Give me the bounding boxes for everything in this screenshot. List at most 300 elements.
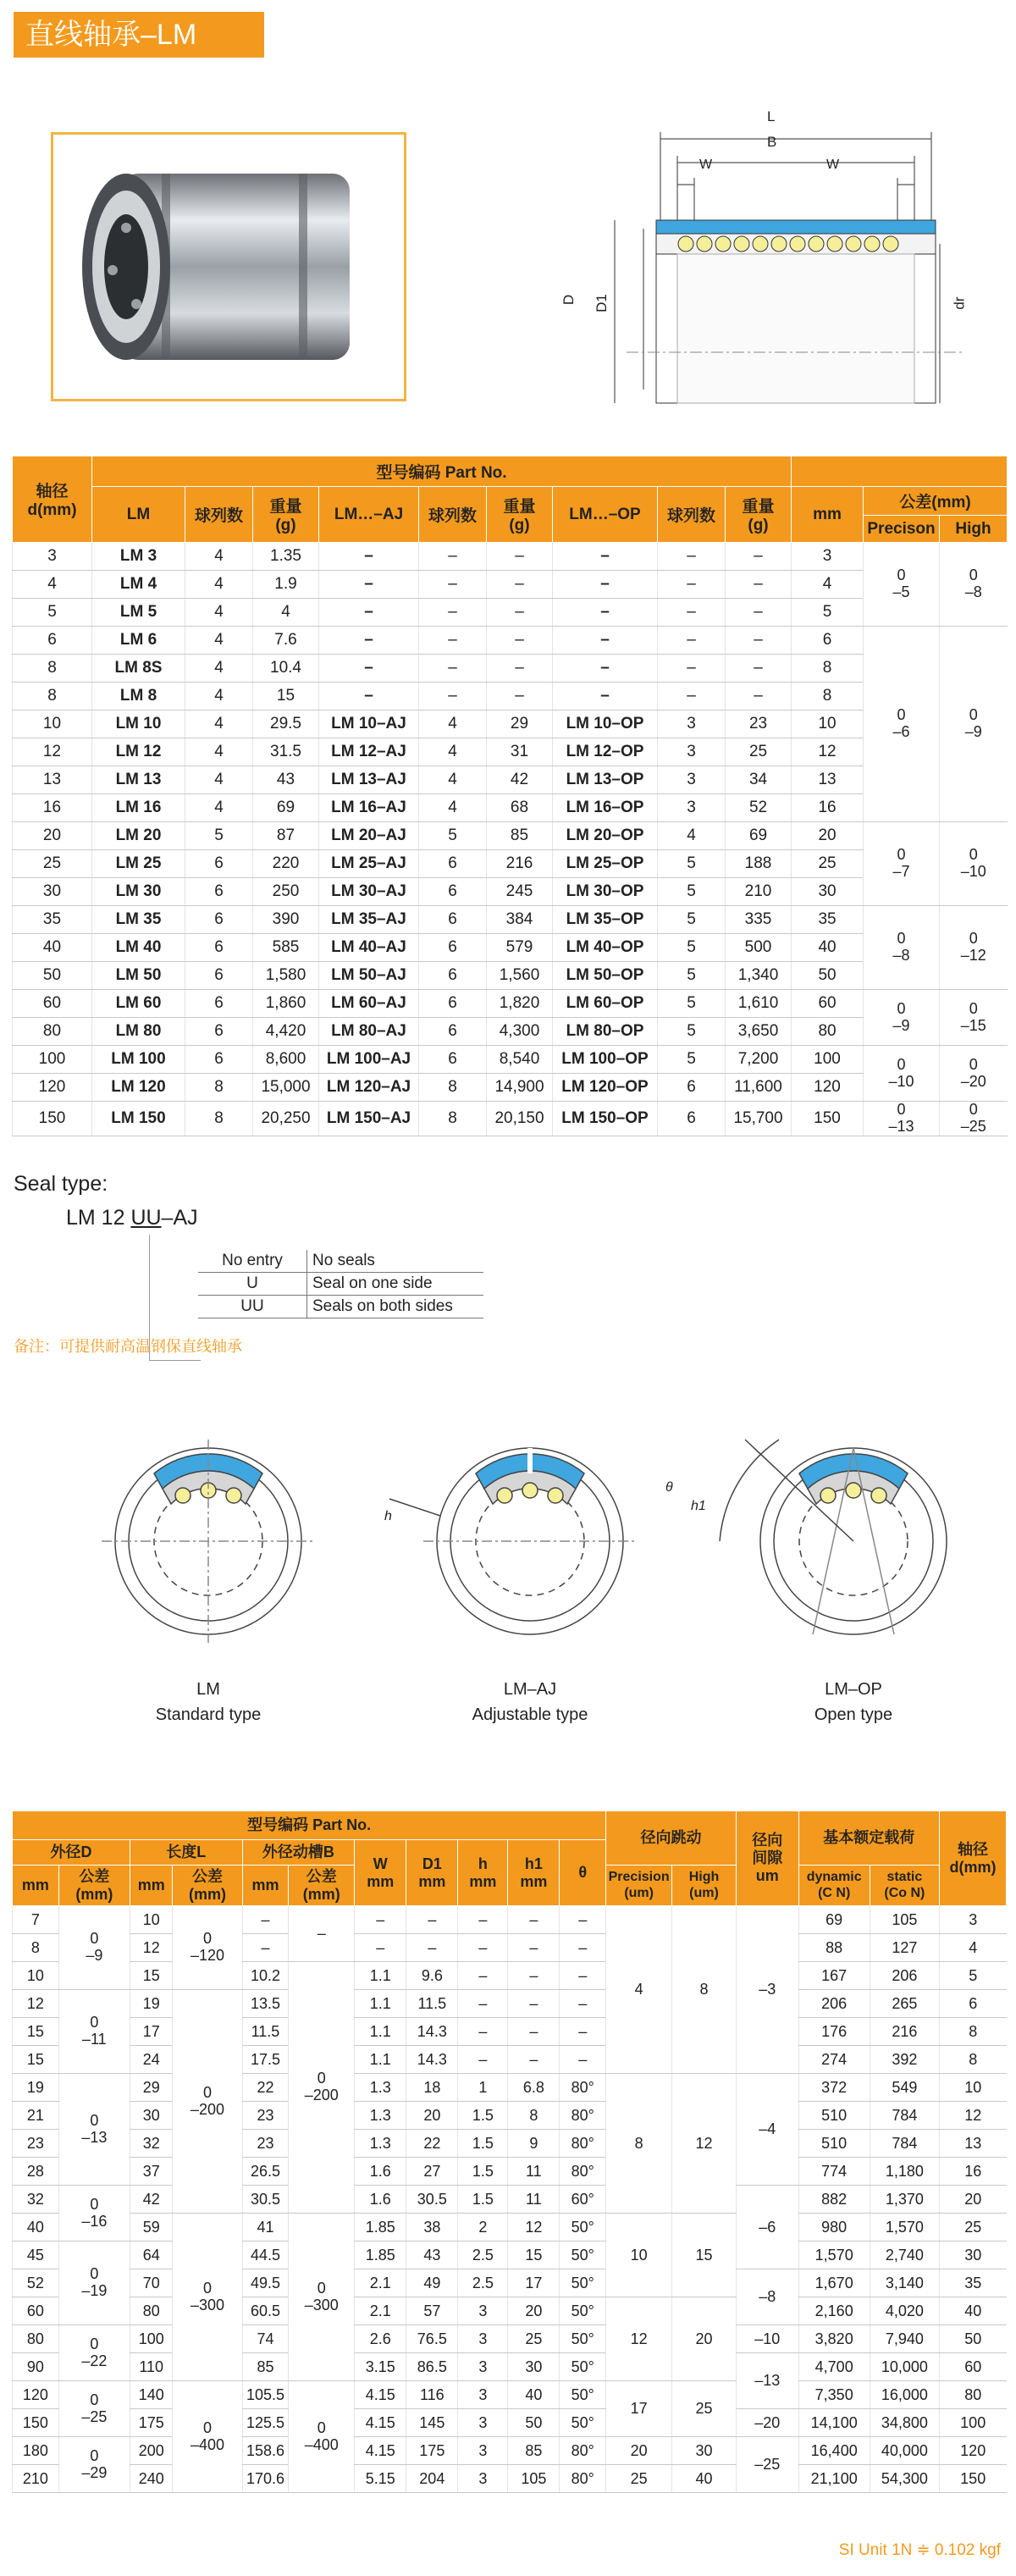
table-cell: LM 12–OP xyxy=(553,738,658,766)
table-row xyxy=(13,990,1008,1018)
table-row xyxy=(13,2269,1007,2297)
theta: – xyxy=(560,1962,606,1990)
h-mm: 3 xyxy=(458,2353,508,2381)
table-cell: 1,610 xyxy=(726,990,792,1018)
table-row xyxy=(13,878,1008,906)
h-mm: 3 xyxy=(458,2325,508,2353)
table-row xyxy=(13,2353,1007,2381)
d1-mm: 11.5 xyxy=(406,1990,458,2018)
theta: 50° xyxy=(560,2353,606,2381)
table-cell: 150 xyxy=(13,1102,92,1136)
t2-header-static: static (Co N) xyxy=(870,1866,939,1906)
tolerance-precision: 0 –5 xyxy=(864,543,940,627)
static-load: 127 xyxy=(870,1934,939,1962)
od-mm: 10 xyxy=(13,1962,59,1990)
h1-mm: – xyxy=(508,1906,560,1934)
length-mm: 140 xyxy=(130,2381,173,2409)
table-cell: 5 xyxy=(658,934,726,962)
table-cell: 1,820 xyxy=(487,990,553,1018)
table-cell: – xyxy=(553,627,658,655)
table-cell: – xyxy=(419,599,487,627)
table-cell: 8,600 xyxy=(253,1046,319,1074)
t2-header-groove: 外径动槽B xyxy=(242,1840,355,1866)
groove-mm: 41 xyxy=(242,2214,289,2242)
table-cell: – xyxy=(319,627,419,655)
table-cell: 4 xyxy=(419,794,487,822)
length-tolerance: 0 –400 xyxy=(173,2381,242,2493)
table-cell: 10.4 xyxy=(253,655,319,683)
table-cell: – xyxy=(319,571,419,599)
radial-clearance: –8 xyxy=(736,2269,798,2325)
table-row xyxy=(13,934,1008,962)
dynamic-load: 7,350 xyxy=(798,2381,870,2409)
h1-mm: 30 xyxy=(508,2353,560,2381)
table-cell: – xyxy=(319,543,419,571)
groove-mm: 17.5 xyxy=(242,2046,289,2074)
h1-mm: – xyxy=(508,2018,560,2046)
h-mm: – xyxy=(458,1962,508,1990)
table-cell: LM 120 xyxy=(92,1074,185,1102)
seal-row xyxy=(198,1250,483,1273)
w-mm: 1.1 xyxy=(355,2018,406,2046)
header-high: High xyxy=(940,516,1008,543)
static-load: 16,000 xyxy=(870,2381,939,2409)
dim-label-D: D xyxy=(560,294,577,306)
seal-code-suffix: –AJ xyxy=(161,1206,198,1230)
dynamic-load: 2,160 xyxy=(798,2297,870,2325)
dynamic-load: 16,400 xyxy=(798,2437,870,2465)
w-mm: 1.1 xyxy=(355,1990,406,2018)
radial-clearance: –20 xyxy=(736,2409,798,2437)
table-cell: 216 xyxy=(487,850,553,878)
h1-mm: 6.8 xyxy=(508,2074,560,2102)
table-cell: 7,200 xyxy=(726,1046,792,1074)
table-cell: 5 xyxy=(658,906,726,934)
diagram-lm-aj xyxy=(403,1677,657,1727)
table-cell: LM 80–OP xyxy=(553,1018,658,1046)
table-cell: 8 xyxy=(13,655,92,683)
table-row xyxy=(13,599,1008,627)
table-cell: LM 40–AJ xyxy=(319,934,419,962)
h-mm: 1.5 xyxy=(458,2158,508,2186)
runout-precision: 12 xyxy=(606,2297,672,2381)
h1-mm: 40 xyxy=(508,2381,560,2409)
table-cell: – xyxy=(319,683,419,710)
table-cell: 69 xyxy=(726,822,792,850)
table-row xyxy=(13,543,1008,571)
table-cell: 11,600 xyxy=(726,1074,792,1102)
seal-row xyxy=(198,1273,483,1296)
table-cell: 6 xyxy=(419,962,487,990)
groove-mm: 23 xyxy=(242,2102,289,2130)
t2-header-theta: θ xyxy=(560,1840,606,1906)
table-cell: – xyxy=(319,599,419,627)
w-mm: 2.1 xyxy=(355,2297,406,2325)
header-balls-2: 球列数 xyxy=(419,487,487,543)
od-tolerance: 0 –16 xyxy=(58,2186,130,2242)
table-cell: LM 120–OP xyxy=(553,1074,658,1102)
table-cell: 50 xyxy=(792,962,864,990)
table-cell: 120 xyxy=(792,1074,864,1102)
static-load: 206 xyxy=(870,1962,939,1990)
dynamic-load: 1,570 xyxy=(798,2242,870,2269)
table-cell: LM 30 xyxy=(92,878,185,906)
groove-tolerance: 0 –300 xyxy=(289,2214,355,2381)
h-mm: 3 xyxy=(458,2409,508,2437)
dynamic-load: 510 xyxy=(798,2102,870,2130)
table-cell: – xyxy=(487,683,553,710)
t2-header-length: 长度L xyxy=(130,1840,242,1866)
seal-code: UU xyxy=(198,1296,307,1318)
groove-mm: – xyxy=(242,1906,289,1934)
h1-mm: 11 xyxy=(508,2158,560,2186)
table-row xyxy=(13,2242,1007,2269)
table-cell: 8 xyxy=(185,1102,253,1136)
table-cell: 69 xyxy=(253,794,319,822)
table-row xyxy=(13,2158,1007,2186)
table-cell: 1,340 xyxy=(726,962,792,990)
h-mm: 2.5 xyxy=(458,2269,508,2297)
length-mm: 240 xyxy=(130,2465,173,2493)
tolerance-precision: 0 –10 xyxy=(864,1046,940,1102)
table-cell: 15,700 xyxy=(726,1102,792,1136)
theta: – xyxy=(560,2018,606,2046)
h1-mm: – xyxy=(508,1962,560,1990)
bore-mm: 30 xyxy=(939,2242,1006,2269)
bore-mm: 8 xyxy=(939,2018,1006,2046)
bore-mm: 40 xyxy=(939,2297,1006,2325)
t2-header-dynamic: dynamic (C N) xyxy=(798,1866,870,1906)
od-mm: 60 xyxy=(13,2297,59,2325)
header-precision: Precison xyxy=(864,516,940,543)
groove-tolerance: – xyxy=(289,1906,355,1962)
bore-mm: 80 xyxy=(939,2381,1006,2409)
table-cell: LM 3 xyxy=(92,543,185,571)
h1-mm: 11 xyxy=(508,2186,560,2214)
theta: 50° xyxy=(560,2214,606,2242)
od-mm: 12 xyxy=(13,1990,59,2018)
table-cell: – xyxy=(726,599,792,627)
theta: – xyxy=(560,2046,606,2074)
table-cell: 34 xyxy=(726,766,792,794)
table-cell: 31 xyxy=(487,738,553,766)
table-cell: 6 xyxy=(658,1074,726,1102)
table-cell: 6 xyxy=(185,1046,253,1074)
od-mm: 52 xyxy=(13,2269,59,2297)
tolerance-high: 0 –15 xyxy=(940,990,1008,1046)
bore-mm: 4 xyxy=(939,1934,1006,1962)
w-mm: 1.3 xyxy=(355,2130,406,2158)
table-cell: LM 150–AJ xyxy=(319,1102,419,1136)
t2-header-od-mm: mm xyxy=(13,1866,59,1906)
length-mm: 30 xyxy=(130,2102,173,2130)
table-cell: 8,540 xyxy=(487,1046,553,1074)
bore-mm: 10 xyxy=(939,2074,1006,2102)
header-weight-2: 重量 (g) xyxy=(487,487,553,543)
h1-mm: 12 xyxy=(508,2214,560,2242)
od-mm: 210 xyxy=(13,2465,59,2493)
diagram-lm-op xyxy=(726,1677,980,1727)
length-mm: 70 xyxy=(130,2269,173,2297)
table-cell: 60 xyxy=(13,990,92,1018)
header-part-no: 型号编码 Part No. xyxy=(92,456,792,487)
table-cell: LM 8S xyxy=(92,655,185,683)
table-cell: 4 xyxy=(185,710,253,738)
od-mm: 19 xyxy=(13,2074,59,2102)
t2-header-h1: h1 mm xyxy=(508,1840,560,1906)
d1-mm: 175 xyxy=(406,2437,458,2465)
table-cell: LM 120–AJ xyxy=(319,1074,419,1102)
t2-header-precision: Precision (um) xyxy=(606,1866,672,1906)
static-load: 3,140 xyxy=(870,2269,939,2297)
table-cell: 585 xyxy=(253,934,319,962)
table-cell: – xyxy=(419,571,487,599)
table-cell: 6 xyxy=(419,1046,487,1074)
length-mm: 175 xyxy=(130,2409,173,2437)
od-mm: 120 xyxy=(13,2381,59,2409)
table-row xyxy=(13,766,1008,794)
table-row xyxy=(13,2297,1007,2325)
t2-header-high: High (um) xyxy=(672,1866,737,1906)
d1-mm: 57 xyxy=(406,2297,458,2325)
w-mm: – xyxy=(355,1906,406,1934)
header-balls-1: 球列数 xyxy=(185,487,253,543)
table-cell: 3,650 xyxy=(726,1018,792,1046)
table-cell: LM 100–AJ xyxy=(319,1046,419,1074)
table-cell: LM 6 xyxy=(92,627,185,655)
d1-mm: 49 xyxy=(406,2269,458,2297)
table-cell: 5 xyxy=(419,822,487,850)
bore-mm: 20 xyxy=(939,2186,1006,2214)
t2-header-groove-tol: 公差 (mm) xyxy=(289,1866,355,1906)
header-lm: LM xyxy=(92,487,185,543)
table-cell: 80 xyxy=(13,1018,92,1046)
table-row xyxy=(13,850,1008,878)
table-cell: 4 xyxy=(185,599,253,627)
tolerance-high: 0 –8 xyxy=(940,543,1008,627)
table-cell: LM 20 xyxy=(92,822,185,850)
groove-mm: 13.5 xyxy=(242,1990,289,2018)
t2-header-W: W mm xyxy=(355,1840,406,1906)
d1-mm: 18 xyxy=(406,2074,458,2102)
runout-precision: 25 xyxy=(606,2465,672,2493)
table-cell: LM 35–AJ xyxy=(319,906,419,934)
od-mm: 7 xyxy=(13,1906,59,1934)
diagram-lm-op-name: LM–OP xyxy=(825,1680,882,1699)
h-mm: 1.5 xyxy=(458,2130,508,2158)
table-cell: 29.5 xyxy=(253,710,319,738)
dynamic-load: 21,100 xyxy=(798,2465,870,2493)
table-cell: 5 xyxy=(658,990,726,1018)
dim-label-dr: dr xyxy=(951,296,968,310)
diagram-lm xyxy=(81,1677,335,1727)
runout-precision: 4 xyxy=(606,1906,672,2074)
runout-high: 12 xyxy=(672,2074,737,2214)
w-mm: 4.15 xyxy=(355,2381,406,2409)
h1-mm: 8 xyxy=(508,2102,560,2130)
bore-mm: 3 xyxy=(939,1906,1006,1934)
table-row xyxy=(13,2186,1007,2214)
dynamic-load: 3,820 xyxy=(798,2325,870,2353)
length-mm: 32 xyxy=(130,2130,173,2158)
table-cell: – xyxy=(658,683,726,710)
t2-header-runout: 径向跳动 xyxy=(606,1811,737,1866)
od-tolerance: 0 –9 xyxy=(58,1906,130,1990)
table-cell: 220 xyxy=(253,850,319,878)
theta: 80° xyxy=(560,2437,606,2465)
groove-mm: 74 xyxy=(242,2325,289,2353)
h-mm: – xyxy=(458,1990,508,2018)
length-mm: 24 xyxy=(130,2046,173,2074)
groove-tolerance: 0 –200 xyxy=(289,1962,355,2214)
table-cell: 4 xyxy=(185,571,253,599)
table-cell: 6 xyxy=(419,850,487,878)
table-row xyxy=(13,627,1008,655)
theta: – xyxy=(560,1934,606,1962)
dynamic-load: 206 xyxy=(798,1990,870,2018)
theta: 50° xyxy=(560,2409,606,2437)
table-row xyxy=(13,683,1008,710)
table-cell: 4,300 xyxy=(487,1018,553,1046)
table-cell: 500 xyxy=(726,934,792,962)
table-cell: LM 80 xyxy=(92,1018,185,1046)
groove-tolerance: 0 –400 xyxy=(289,2381,355,2493)
length-mm: 29 xyxy=(130,2074,173,2102)
length-mm: 59 xyxy=(130,2214,173,2242)
static-load: 392 xyxy=(870,2046,939,2074)
table-cell: LM 30–OP xyxy=(553,878,658,906)
length-mm: 80 xyxy=(130,2297,173,2325)
w-mm: – xyxy=(355,1934,406,1962)
table-cell: 8 xyxy=(185,1074,253,1102)
bore-mm: 100 xyxy=(939,2409,1006,2437)
runout-high: 20 xyxy=(672,2297,737,2381)
length-mm: 10 xyxy=(130,1906,173,1934)
theta: 50° xyxy=(560,2242,606,2269)
od-tolerance: 0 –22 xyxy=(58,2325,130,2381)
theta: 80° xyxy=(560,2130,606,2158)
table-row xyxy=(13,2465,1007,2493)
table-cell: LM 16–OP xyxy=(553,794,658,822)
tolerance-high: 0 –9 xyxy=(940,627,1008,822)
table-cell: 6 xyxy=(658,1102,726,1136)
tolerance-high: 0 –12 xyxy=(940,906,1008,990)
table-row xyxy=(13,2437,1007,2465)
w-mm: 1.85 xyxy=(355,2242,406,2269)
h1-mm: 20 xyxy=(508,2297,560,2325)
t2-header-clearance: 径向 间隙 um xyxy=(736,1811,798,1906)
table-cell: LM 5 xyxy=(92,599,185,627)
static-load: 1,370 xyxy=(870,2186,939,2214)
table-cell: 25 xyxy=(726,738,792,766)
table-cell: 210 xyxy=(726,878,792,906)
w-mm: 4.15 xyxy=(355,2409,406,2437)
seal-description: No seals xyxy=(307,1250,484,1273)
spec-table-part-numbers-body xyxy=(13,543,1008,1136)
table-cell: LM 40 xyxy=(92,934,185,962)
table-cell: 20,150 xyxy=(487,1102,553,1136)
spec-table-part-numbers xyxy=(12,456,1008,1136)
static-load: 40,000 xyxy=(870,2437,939,2465)
dynamic-load: 980 xyxy=(798,2214,870,2242)
static-load: 265 xyxy=(870,1990,939,2018)
length-mm: 100 xyxy=(130,2325,173,2353)
table-cell: 1.35 xyxy=(253,543,319,571)
h1-mm: – xyxy=(508,2046,560,2074)
table-cell: LM 25–OP xyxy=(553,850,658,878)
runout-high: 25 xyxy=(672,2381,737,2437)
seal-type-example xyxy=(66,1206,198,1230)
diagram-lm-type: Standard type xyxy=(155,1705,262,1724)
t2-header-len-tol: 公差 (mm) xyxy=(173,1866,242,1906)
table-cell: 60 xyxy=(792,990,864,1018)
groove-mm: 125.5 xyxy=(242,2409,289,2437)
dynamic-load: 176 xyxy=(798,2018,870,2046)
table-cell: – xyxy=(726,655,792,683)
length-tolerance: 0 –200 xyxy=(173,1990,242,2214)
header-weight-3: 重量 (g) xyxy=(726,487,792,543)
h-mm: – xyxy=(458,2046,508,2074)
table-cell: LM 30–AJ xyxy=(319,878,419,906)
tolerance-high: 0 –25 xyxy=(940,1102,1008,1136)
od-mm: 8 xyxy=(13,1934,59,1962)
length-mm: 19 xyxy=(130,1990,173,2018)
od-tolerance: 0 –25 xyxy=(58,2381,130,2437)
length-mm: 200 xyxy=(130,2437,173,2465)
table-cell: 4 xyxy=(658,822,726,850)
table-cell: 188 xyxy=(726,850,792,878)
h1-mm: – xyxy=(508,1990,560,2018)
diagram-label-theta: θ xyxy=(665,1480,673,1495)
bore-mm: 13 xyxy=(939,2130,1006,2158)
table-cell: LM 25 xyxy=(92,850,185,878)
table-cell: – xyxy=(419,627,487,655)
table-cell: 6 xyxy=(792,627,864,655)
theta: 50° xyxy=(560,2269,606,2297)
table-cell: 5 xyxy=(658,850,726,878)
table-cell: 23 xyxy=(726,710,792,738)
d1-mm: 30.5 xyxy=(406,2186,458,2214)
d1-mm: 9.6 xyxy=(406,1962,458,1990)
table-cell: 6 xyxy=(185,1018,253,1046)
h-mm: 2.5 xyxy=(458,2242,508,2269)
t2-header-h: h mm xyxy=(458,1840,508,1906)
table-cell: 52 xyxy=(726,794,792,822)
t2-header-od: 外径D xyxy=(13,1840,130,1866)
table-cell: 5 xyxy=(658,878,726,906)
table-cell: – xyxy=(658,599,726,627)
h-mm: 1.5 xyxy=(458,2102,508,2130)
table-cell: LM 25–AJ xyxy=(319,850,419,878)
h1-mm: 105 xyxy=(508,2465,560,2493)
static-load: 7,940 xyxy=(870,2325,939,2353)
d1-mm: 20 xyxy=(406,2102,458,2130)
runout-precision: 20 xyxy=(606,2437,672,2465)
runout-high: 15 xyxy=(672,2214,737,2297)
table-cell: 4 xyxy=(185,543,253,571)
t2-header-load: 基本额定载荷 xyxy=(798,1811,939,1866)
table-cell: – xyxy=(487,543,553,571)
dim-label-W-left: W xyxy=(699,158,713,172)
h-mm: 3 xyxy=(458,2437,508,2465)
table-cell: 3 xyxy=(658,794,726,822)
runout-high: 8 xyxy=(672,1906,737,2074)
table-row xyxy=(13,962,1008,990)
groove-mm: 23 xyxy=(242,2130,289,2158)
table-cell: 5 xyxy=(658,962,726,990)
tolerance-precision: 0 –7 xyxy=(864,822,940,906)
table-cell: 335 xyxy=(726,906,792,934)
